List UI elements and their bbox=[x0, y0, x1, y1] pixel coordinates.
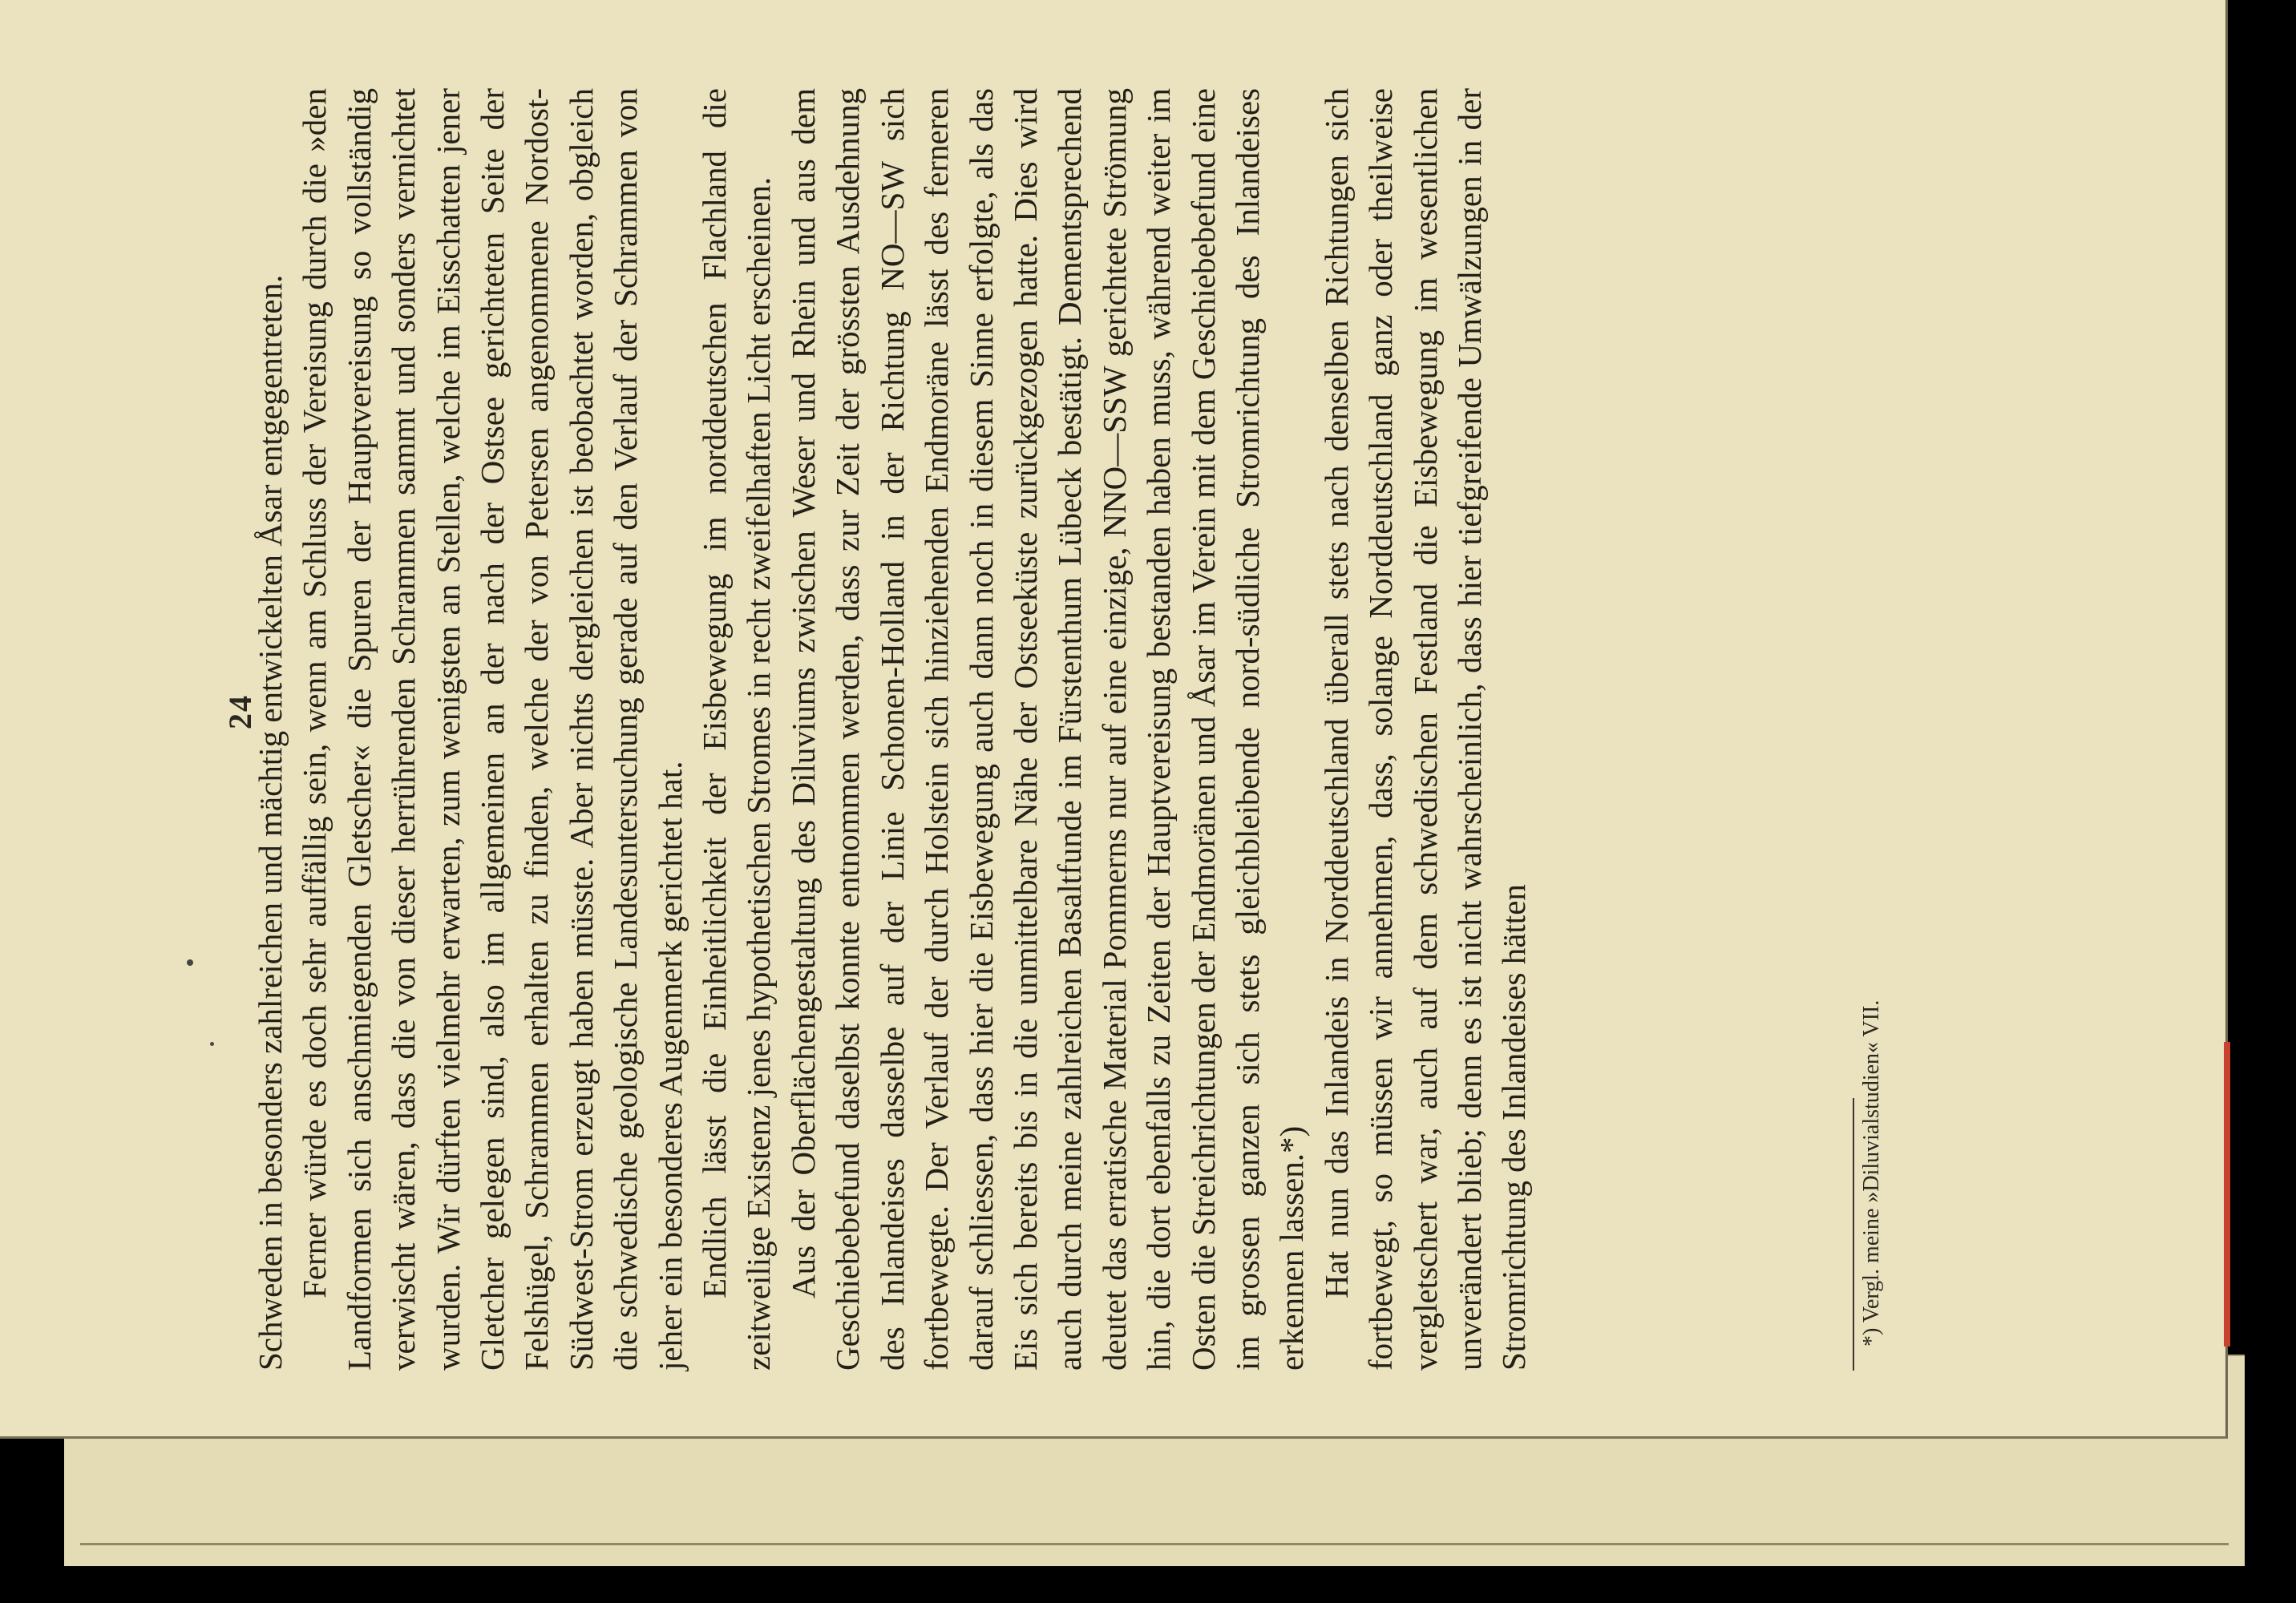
paragraph: Endlich lässt die Einheitlichkeit der Eisbewegung im norddeutschen Flachland die zeitweilige Existenz jenes hypothetischen Stromes in recht zweifelhaften Licht erscheinen. bbox=[696, 88, 778, 1371]
paragraph: Ferner würde es doch sehr auffällig sein, wenn am Schluss der Vereisung durch die »den Landformen sich anschmiegenden Gletscher« die Spuren der Hauptvereisung so vollständig verwischt wären, dass die von dieser herrührenden Schrammen sammt und sonders vernichtet wurden. Wir dürften vielmehr erwarten, zum wenigsten an Stellen, welche im Eisschatten jener Gletcher gelegen sind, also im allgemeinen an der nach der Ostsee gerichteten Seite der Felshügel, Schrammen erhalten zu finden, welche der von Petersen angenommene Nordost-Südwest-Strom erzeugt haben müsste. Aber nichts dergleichen ist beobachtet worden, obgleich die schwedische geologische Landesuntersuchung gerade auf den Verlauf der Schrammen von jeher ein besonderes Augenmerk gerichtet hat. bbox=[296, 88, 689, 1371]
paragraph: Aus der Oberflächengestaltung des Diluviums zwischen Weser und Rhein und aus dem Geschiebebefund daselbst konnte entnommen werden, dass zur Zeit der grössten Ausdehnung des Inlandeises dasselbe auf der Linie Schonen-Holland in der Richtung NO—SW sich fortbewegte. Der Verlauf der durch Holstein sich hinziehenden Endmoräne lässt des ferneren darauf schliessen, dass hier die Eisbewegung auch dann noch in diesem Sinne erfolgte, als das Eis sich bereits bis in die unmittelbare Nähe der Ostseeküste zurückgezogen hatte. Dies wird auch durch meine zahlreichen Basaltfunde im Fürstenthum Lübeck bestätigt. Dementsprechend deutet das erratische Material Pommerns nur auf eine einzige, NNO—SSW gerichtete Strömung hin, die dort ebenfalls zu Zeiten der Hauptvereisung bestanden haben muss, während weiter im Osten die Streichrichtungen der Endmoränen und Åsar im Verein mit dem Geschiebebefund eine im grossen ganzen sich stets gleichbleibende nord-südliche Stromrichtung des Inlandeises erkennen lassen.*) bbox=[784, 88, 1311, 1371]
sheet-edge-line bbox=[80, 1543, 2229, 1545]
footnote-rule bbox=[1853, 1098, 1854, 1371]
print-speck bbox=[187, 959, 193, 966]
red-page-edge bbox=[2224, 1042, 2230, 1347]
paragraph: Schweden in besonders zahlreichen und mächtig entwickelten Åsar entgegentreten. bbox=[252, 274, 289, 1371]
body-text bbox=[249, 88, 1537, 1371]
print-speck bbox=[210, 1042, 214, 1046]
rotated-page-content bbox=[222, 88, 2012, 1371]
footnote: *) Vergl. meine »Diluvialstudien« VII. bbox=[1859, 999, 1884, 1347]
paragraph: Hat nun das Inlandeis in Norddeutschland überall stets nach denselben Richtungen sich fortbewegt, so müssen wir annehmen, dass, solange Norddeutschland ganz oder theilweise vergletschert war, auch auf dem schwedischen Festland die Eisbewegung im wesentlichen unverändert blieb; denn es ist nicht wahrscheinlich, dass hier tiefgreifende Umwälzungen in der Stromrichtung des Inlandeises hätten bbox=[1317, 88, 1533, 1371]
page-number: 24 bbox=[222, 694, 258, 729]
